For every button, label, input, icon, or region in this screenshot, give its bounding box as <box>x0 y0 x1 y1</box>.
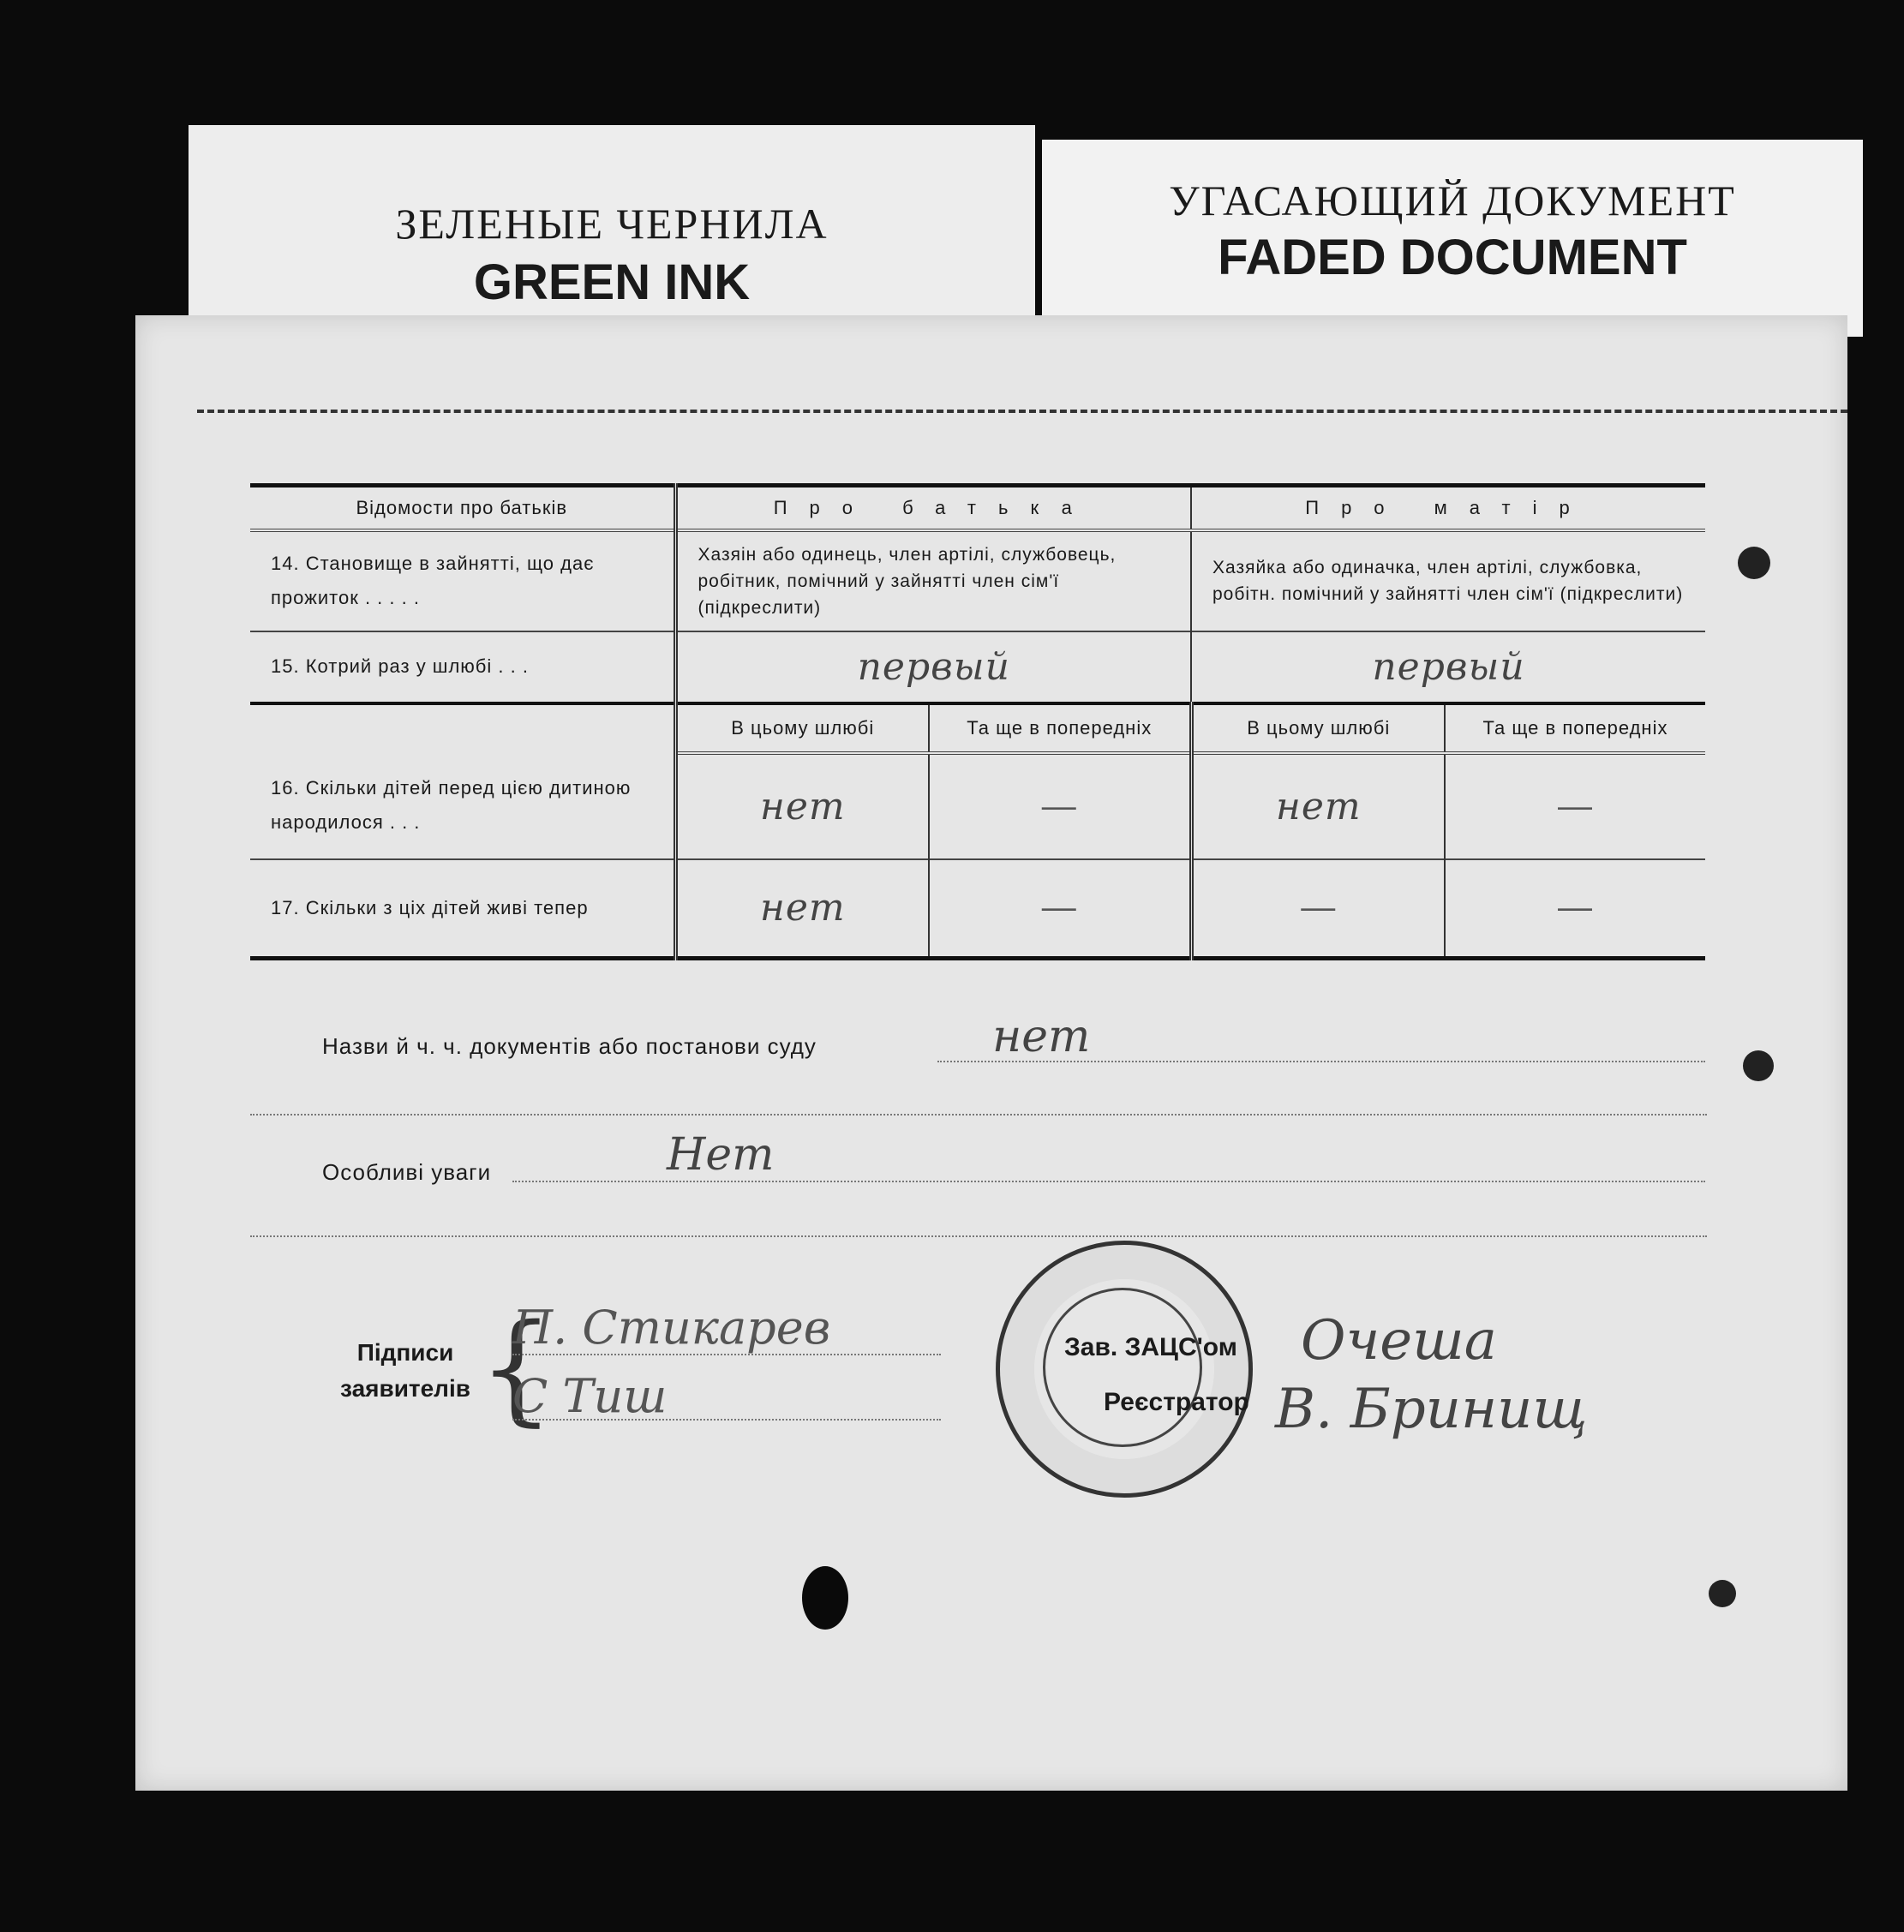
signatures-brace: { <box>478 1299 555 1439</box>
green-ink-ru: ЗЕЛЕНЫЕ ЧЕРНИЛА <box>395 200 829 248</box>
header-mother: Про матір <box>1191 486 1705 530</box>
signatures-label-line1: Підписи <box>356 1339 454 1366</box>
punch-hole <box>1709 1580 1736 1607</box>
row-14 <box>250 530 1705 631</box>
row-17-father-previous: — <box>929 859 1191 959</box>
row-16-mother-previous: — <box>1445 753 1705 859</box>
signatures-label <box>332 1335 478 1407</box>
subheader-father-previous: Та ще в попередніх <box>929 703 1191 753</box>
official-stamp <box>996 1241 1253 1498</box>
documents-label: Назви й ч. ч. документів або постанови суду <box>322 1033 817 1059</box>
documents-line-2 <box>250 1114 1707 1116</box>
row-17-mother-this: — <box>1191 859 1445 959</box>
subheader-empty <box>250 703 675 753</box>
row-17-label: 17. Скільки з ціх дітей живі тепер <box>250 859 675 959</box>
subheader-mother-previous: Та ще в попередніх <box>1445 703 1705 753</box>
header-label: Відомости про батьків <box>250 486 675 530</box>
faded-document-en: FADED DOCUMENT <box>1218 230 1687 285</box>
row-14-mother: Хазяйка або одиначка, член артілі, службовка, робітн. помічний у зайнятті член сім'ї (підкреслити) <box>1191 530 1705 631</box>
row-17-father-this: нет <box>675 859 929 959</box>
row-16-mother-this: нет <box>1191 753 1445 859</box>
subheader-father-this: В цьому шлюбі <box>675 703 929 753</box>
tear-line <box>197 410 1847 413</box>
parents-info-table <box>250 483 1705 960</box>
remarks-line <box>512 1181 1705 1182</box>
green-ink-card <box>189 125 1035 339</box>
row-17-mother-previous: — <box>1445 859 1705 959</box>
applicant-2-line <box>512 1419 941 1421</box>
green-ink-en: GREEN INK <box>473 254 751 310</box>
header-father: Про батька <box>675 486 1191 530</box>
applicant-1-signature: П. Стикарев <box>512 1301 831 1355</box>
ink-blot <box>802 1566 848 1630</box>
row-16-father-previous: — <box>929 753 1191 859</box>
row-15-mother: первый <box>1191 631 1705 703</box>
row-15-father: первый <box>675 631 1191 703</box>
table-header-row <box>250 486 1705 530</box>
registrar-signature: В. Бринищ <box>1275 1378 1588 1441</box>
punch-hole <box>1743 1050 1774 1081</box>
row-16 <box>250 753 1705 859</box>
head-signature: Очеша <box>1301 1309 1497 1373</box>
row-14-father: Хазяін або одинець, член артілі, службовець, робітник, помічний у зайнятті член сім'ї (підкреслити) <box>675 530 1191 631</box>
remarks-value: Нет <box>667 1129 775 1181</box>
official-stamp-inner-ring <box>1043 1288 1202 1447</box>
record-form-page <box>135 315 1847 1791</box>
applicant-2-signature: С Тиш <box>512 1369 668 1423</box>
faded-document-card <box>1042 140 1863 337</box>
punch-hole <box>1738 547 1770 579</box>
row-15 <box>250 631 1705 703</box>
head-label: Зав. ЗАЦС'ом <box>1064 1333 1237 1361</box>
registrar-label: Реєстратор <box>1104 1388 1249 1416</box>
row-17 <box>250 859 1705 959</box>
row-16-father-this: нет <box>675 753 929 859</box>
applicant-1-line <box>512 1354 941 1355</box>
row-16-label: 16. Скільки дітей перед цією дитиною народилося . . . <box>271 777 632 833</box>
row-14-label: 14. Становище в зайнятті, що дає прожиток . . . . . <box>250 530 675 631</box>
subheader-mother-this: В цьому шлюбі <box>1191 703 1445 753</box>
remarks-label: Особливі уваги <box>322 1159 492 1185</box>
signatures-label-line2: заявителів <box>340 1375 470 1402</box>
faded-document-ru: УГАСАЮЩИЙ ДОКУМЕНТ <box>1169 176 1736 224</box>
remarks-line-2 <box>250 1235 1707 1237</box>
documents-value: нет <box>992 1011 1091 1062</box>
subheader-row <box>250 703 1705 753</box>
row-15-label: 15. Котрий раз у шлюбі . . . <box>250 631 675 703</box>
